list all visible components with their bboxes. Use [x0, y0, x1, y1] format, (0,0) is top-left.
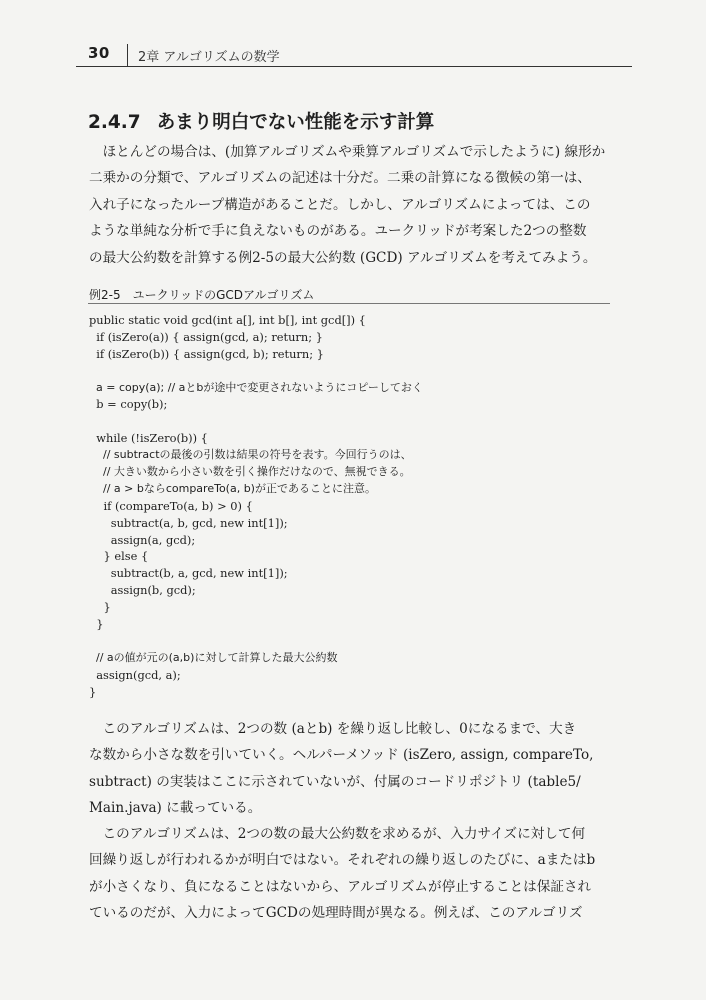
paragraph-line: Main.java) に載っている。 — [89, 800, 262, 817]
code-line: while (!isZero(b)) { — [89, 431, 208, 446]
code-line: // subtractの最後の引数は結果の符号を表す。今回行うのは、 — [89, 448, 412, 462]
paragraph-line: 二乗かの分類で、アルゴリズムの記述は十分だ。二乗の計算になる徴候の第一は、 — [89, 170, 591, 187]
paragraph-intro — [89, 139, 609, 271]
section-title: あまり明白でない性能を示す計算 — [156, 112, 435, 133]
code-line: if (compareTo(a, b) > 0) { — [89, 498, 253, 513]
code-line: } else { — [89, 549, 149, 564]
paragraph-line: な数から小さな数を引いていく。ヘルパーメソッド (isZero, assign, compareTo, — [89, 747, 594, 764]
paragraph-line: ているのだが、入力によってGCDの処理時間が異なる。例えば、このアルゴリズ — [89, 905, 583, 922]
example-caption: 例2-5 ユークリッドのGCDアルゴリズム — [89, 288, 315, 302]
paragraph-line: このアルゴリズムは、2つの数 (aとb) を繰り返し比較し、0になるまで、大き — [89, 721, 577, 737]
paragraph-line: ような単純な分析で手に負えないものがある。ユークリッドが考案した2つの整数 — [89, 223, 587, 240]
code-line — [89, 413, 423, 430]
caption-rule — [88, 303, 610, 304]
paragraph-line: の最大公約数を計算する例2-5の最大公約数 (GCD) アルゴリズムを考えてみよう。 — [89, 249, 597, 266]
code-line: } — [89, 600, 111, 615]
code-line — [89, 633, 423, 650]
code-line — [89, 363, 423, 380]
paragraph-explanation — [89, 716, 609, 822]
code-line: // aの値が元の(a,b)に対して計算した最大公約数 — [89, 650, 338, 664]
section-heading — [88, 108, 434, 134]
code-line: // 大きい数から小さい数を引く操作だけなので、無視できる。 — [89, 465, 411, 479]
code-line: } — [89, 684, 97, 699]
paragraph-line: 入れ子になったループ構造があることだ。しかし、アルゴリズムによっては、この — [89, 196, 591, 213]
paragraph-line: ほとんどの場合は、(加算アルゴリズムや乗算アルゴリズムで示したように) 線形か — [89, 144, 606, 160]
code-line: assign(gcd, a); — [89, 667, 181, 682]
header-separator — [127, 44, 128, 66]
paragraph-line: このアルゴリズムは、2つの数の最大公約数を求めるが、入力サイズに対して何 — [89, 826, 586, 842]
code-listing — [89, 312, 423, 700]
code-line: assign(b, gcd); — [89, 583, 196, 598]
code-line: subtract(a, b, gcd, new int[1]); — [89, 515, 288, 530]
header-rule — [76, 66, 632, 67]
section-number: 2.4.7 — [88, 112, 141, 133]
code-line: if (isZero(b)) { assign(gcd, b); return; } — [89, 346, 324, 361]
code-line: // a > bならcompareTo(a, b)が正であることに注意。 — [89, 481, 376, 495]
code-line: a = copy(a); // aとbが途中で変更されないようにコピーしておく — [89, 380, 423, 394]
code-line: b = copy(b); — [89, 397, 168, 412]
paragraph-analysis — [89, 821, 609, 927]
chapter-title: 2章 アルゴリズムの数学 — [138, 50, 280, 65]
code-line: } — [89, 617, 104, 632]
paragraph-line: subtract) の実装はここに示されていないが、付属のコードリポジトリ (table5/ — [89, 773, 581, 790]
page-number: 30 — [88, 44, 110, 62]
running-header — [76, 44, 632, 66]
code-line: if (isZero(a)) { assign(gcd, a); return; } — [89, 329, 323, 344]
code-line: public static void gcd(int a[], int b[], int gcd[]) { — [89, 313, 366, 327]
code-line: subtract(b, a, gcd, new int[1]); — [89, 566, 288, 581]
paragraph-line: 回繰り返しが行われるかが明白ではない。それぞれの繰り返しのたびに、aまたはb — [89, 852, 596, 869]
paragraph-line: が小さくなり、負になることはないから、アルゴリズムが停止することは保証され — [89, 878, 592, 895]
code-line: assign(a, gcd); — [89, 532, 196, 547]
